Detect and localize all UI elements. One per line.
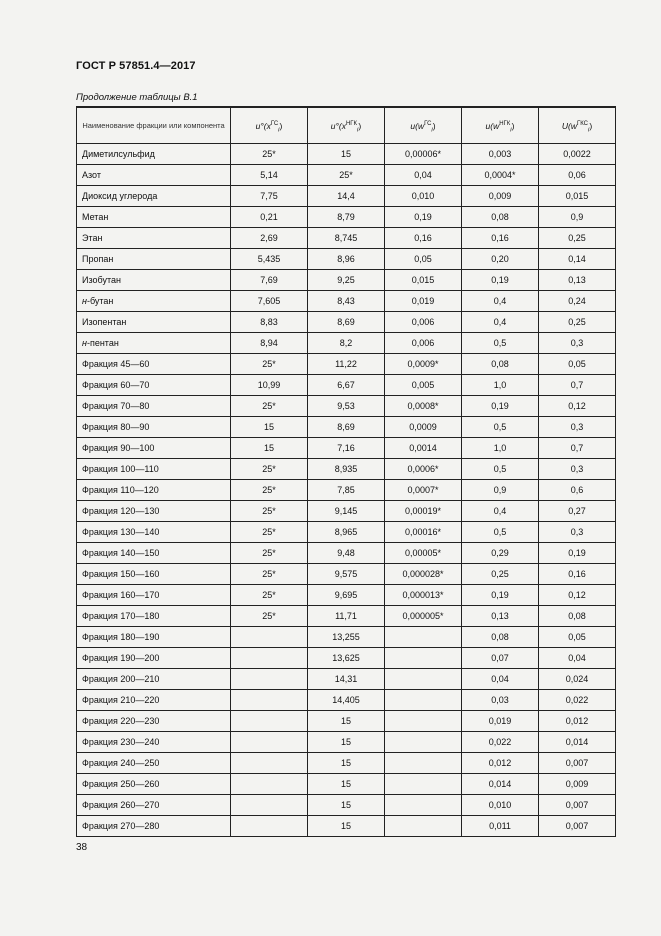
cell-component-name: Этан: [77, 228, 231, 249]
cell-component-name: Фракция 210—220: [77, 690, 231, 711]
table-row: [77, 711, 616, 732]
cell-u0-x-ngk: 14,405: [308, 690, 385, 711]
cell-u-w-gs: 0,0009: [385, 417, 462, 438]
cell-u0-x-ngk: 11,22: [308, 354, 385, 375]
table-row: [77, 312, 616, 333]
table-row: [77, 375, 616, 396]
header-subscript: i: [587, 127, 590, 134]
cell-u-w-ngk: 0,012: [462, 753, 539, 774]
cell-u-w-gs: 0,0007*: [385, 480, 462, 501]
table-row: [77, 417, 616, 438]
cell-U-w-gks: 0,7: [539, 438, 616, 459]
table-row: [77, 207, 616, 228]
header-subscript: i: [431, 127, 433, 134]
cell-u0-x-gs: [231, 669, 308, 690]
table-row: [77, 564, 616, 585]
cell-U-w-gks: 0,06: [539, 165, 616, 186]
cell-U-w-gks: 0,3: [539, 522, 616, 543]
cell-u-w-gs: [385, 753, 462, 774]
cell-u-w-ngk: 0,022: [462, 732, 539, 753]
cell-U-w-gks: 0,007: [539, 795, 616, 816]
cell-u-w-gs: 0,0014: [385, 438, 462, 459]
header-paren: ): [279, 120, 283, 131]
table-row: [77, 501, 616, 522]
cell-u0-x-ngk: 8,745: [308, 228, 385, 249]
cell-U-w-gks: 0,024: [539, 669, 616, 690]
cell-U-w-gks: 0,007: [539, 753, 616, 774]
table-row: [77, 543, 616, 564]
header-paren: ): [432, 120, 436, 131]
cell-component-name: Фракция 220—230: [77, 711, 231, 732]
cell-u-w-gs: 0,006: [385, 312, 462, 333]
cell-U-w-gks: 0,6: [539, 480, 616, 501]
table-row: [77, 480, 616, 501]
cell-u-w-ngk: 0,5: [462, 333, 539, 354]
cell-u-w-ngk: 0,16: [462, 228, 539, 249]
cell-U-w-gks: 0,19: [539, 543, 616, 564]
cell-u0-x-gs: [231, 774, 308, 795]
cell-U-w-gks: 0,08: [539, 606, 616, 627]
header-superscript: ГС: [424, 120, 432, 127]
cell-u-w-ngk: 0,0004*: [462, 165, 539, 186]
cell-U-w-gks: 0,015: [539, 186, 616, 207]
cell-U-w-gks: 0,16: [539, 564, 616, 585]
cell-u-w-gs: 0,00006*: [385, 144, 462, 165]
cell-u-w-ngk: 0,010: [462, 795, 539, 816]
cell-u-w-gs: 0,010: [385, 186, 462, 207]
cell-u0-x-gs: [231, 816, 308, 837]
cell-u0-x-ngk: 8,96: [308, 249, 385, 270]
header-paren: ): [358, 120, 362, 131]
cell-u-w-ngk: 0,5: [462, 522, 539, 543]
cell-u0-x-gs: 25*: [231, 606, 308, 627]
header-superscript: ГС: [270, 120, 279, 127]
cell-u0-x-ngk: 15: [308, 144, 385, 165]
cell-u-w-ngk: 0,19: [462, 270, 539, 291]
cell-U-w-gks: 0,04: [539, 648, 616, 669]
table-row: [77, 186, 616, 207]
cell-component-name: Фракция 150—160: [77, 564, 231, 585]
cell-component-name: Фракция 140—150: [77, 543, 231, 564]
cell-u-w-gs: 0,00019*: [385, 501, 462, 522]
cell-U-w-gks: 0,14: [539, 249, 616, 270]
cell-u-w-gs: 0,000028*: [385, 564, 462, 585]
cell-u0-x-ngk: 6,67: [308, 375, 385, 396]
cell-u-w-gs: 0,000005*: [385, 606, 462, 627]
cell-component-name: Фракция 60—70: [77, 375, 231, 396]
cell-u-w-ngk: 0,13: [462, 606, 539, 627]
cell-u0-x-gs: [231, 648, 308, 669]
header-symbol: U(w: [561, 120, 577, 131]
header-cell-u0-x-gs: [231, 107, 308, 144]
cell-u0-x-ngk: 15: [308, 774, 385, 795]
cell-u0-x-gs: [231, 753, 308, 774]
cell-u-w-gs: [385, 795, 462, 816]
table-row: [77, 249, 616, 270]
cell-U-w-gks: 0,24: [539, 291, 616, 312]
cell-u-w-gs: 0,005: [385, 375, 462, 396]
cell-u0-x-gs: 25*: [231, 459, 308, 480]
table-row: [77, 228, 616, 249]
cell-component-name: Фракция 230—240: [77, 732, 231, 753]
cell-u0-x-ngk: 14,31: [308, 669, 385, 690]
cell-component-name: Изобутан: [77, 270, 231, 291]
cell-u-w-ngk: 0,4: [462, 291, 539, 312]
cell-u-w-gs: 0,00005*: [385, 543, 462, 564]
cell-u-w-gs: 0,0006*: [385, 459, 462, 480]
cell-u-w-ngk: 0,25: [462, 564, 539, 585]
cell-u0-x-gs: [231, 711, 308, 732]
cell-u0-x-ngk: 8,935: [308, 459, 385, 480]
table-row: [77, 648, 616, 669]
cell-u0-x-gs: 25*: [231, 585, 308, 606]
table-row: [77, 753, 616, 774]
cell-u-w-gs: [385, 648, 462, 669]
cell-u-w-gs: 0,16: [385, 228, 462, 249]
cell-U-w-gks: 0,022: [539, 690, 616, 711]
cell-u0-x-ngk: 9,53: [308, 396, 385, 417]
table-row: [77, 354, 616, 375]
cell-component-name: Фракция 110—120: [77, 480, 231, 501]
cell-u-w-ngk: 0,5: [462, 459, 539, 480]
cell-u-w-gs: 0,000013*: [385, 585, 462, 606]
header-cell-u-w-gs: [385, 107, 462, 144]
cell-u-w-ngk: 0,07: [462, 648, 539, 669]
header-symbol: u(w: [410, 120, 425, 131]
cell-u0-x-gs: 25*: [231, 144, 308, 165]
cell-u-w-ngk: 0,08: [462, 354, 539, 375]
header-subscript: i: [510, 127, 512, 134]
cell-U-w-gks: 0,012: [539, 711, 616, 732]
cell-u-w-ngk: 0,08: [462, 207, 539, 228]
header-cell-name: [77, 107, 231, 144]
cell-component-name: Фракция 90—100: [77, 438, 231, 459]
cell-u-w-gs: 0,0009*: [385, 354, 462, 375]
cell-u0-x-ngk: 7,16: [308, 438, 385, 459]
cell-u0-x-ngk: 15: [308, 816, 385, 837]
cell-u-w-gs: 0,019: [385, 291, 462, 312]
cell-U-w-gks: 0,25: [539, 312, 616, 333]
cell-u0-x-gs: [231, 690, 308, 711]
header-superscript: ГКС: [576, 120, 588, 127]
cell-u0-x-gs: 7,605: [231, 291, 308, 312]
cell-u-w-ngk: 0,08: [462, 627, 539, 648]
cell-u-w-ngk: 0,9: [462, 480, 539, 501]
cell-U-w-gks: 0,007: [539, 816, 616, 837]
header-cell-U-w-gks: [539, 107, 616, 144]
cell-u0-x-gs: 25*: [231, 480, 308, 501]
cell-u0-x-ngk: 15: [308, 753, 385, 774]
cell-u0-x-ngk: 25*: [308, 165, 385, 186]
cell-component-name: Фракция 130—140: [77, 522, 231, 543]
cell-u0-x-ngk: 13,625: [308, 648, 385, 669]
header-paren: ): [589, 120, 593, 131]
cell-U-w-gks: 0,9: [539, 207, 616, 228]
cell-u0-x-gs: 25*: [231, 396, 308, 417]
cell-u0-x-gs: 25*: [231, 543, 308, 564]
cell-U-w-gks: 0,3: [539, 333, 616, 354]
cell-U-w-gks: 0,13: [539, 270, 616, 291]
table-row: [77, 459, 616, 480]
cell-u0-x-gs: 7,75: [231, 186, 308, 207]
cell-U-w-gks: 0,7: [539, 375, 616, 396]
cell-u0-x-gs: 8,94: [231, 333, 308, 354]
cell-component-name: Фракция 170—180: [77, 606, 231, 627]
table-row: [77, 774, 616, 795]
cell-u0-x-gs: 5,14: [231, 165, 308, 186]
table-row: [77, 669, 616, 690]
document-standard-title: ГОСТ Р 57851.4—2017: [76, 60, 196, 72]
table-row: [77, 270, 616, 291]
cell-u0-x-ngk: 14,4: [308, 186, 385, 207]
cell-u0-x-gs: [231, 795, 308, 816]
table-header: [77, 107, 616, 144]
cell-u-w-gs: [385, 816, 462, 837]
cell-component-name: Фракция 200—210: [77, 669, 231, 690]
table-row: [77, 690, 616, 711]
cell-component-name: Диоксид углерода: [77, 186, 231, 207]
table-row: [77, 732, 616, 753]
cell-U-w-gks: 0,009: [539, 774, 616, 795]
cell-u0-x-gs: 15: [231, 438, 308, 459]
header-symbol: u°(x: [255, 120, 271, 131]
header-cell-u-w-ngk: [462, 107, 539, 144]
table-row: [77, 438, 616, 459]
cell-u-w-ngk: 0,019: [462, 711, 539, 732]
cell-u0-x-ngk: 8,69: [308, 312, 385, 333]
cell-component-name: Метан: [77, 207, 231, 228]
cell-u-w-gs: 0,0008*: [385, 396, 462, 417]
cell-U-w-gks: 0,3: [539, 417, 616, 438]
cell-u0-x-ngk: 15: [308, 795, 385, 816]
cell-u0-x-ngk: 9,25: [308, 270, 385, 291]
cell-u0-x-gs: 25*: [231, 501, 308, 522]
cell-component-name: Фракция 180—190: [77, 627, 231, 648]
cell-u0-x-ngk: 8,69: [308, 417, 385, 438]
cell-u0-x-gs: [231, 732, 308, 753]
header-symbol: u(w: [485, 120, 500, 131]
table-caption: Продолжение таблицы В.1: [76, 92, 198, 103]
cell-U-w-gks: 0,014: [539, 732, 616, 753]
cell-component-name: н-бутан: [77, 291, 231, 312]
cell-u-w-gs: 0,015: [385, 270, 462, 291]
cell-u0-x-ngk: 8,79: [308, 207, 385, 228]
cell-u-w-ngk: 0,03: [462, 690, 539, 711]
cell-u-w-gs: [385, 669, 462, 690]
cell-u0-x-gs: 25*: [231, 354, 308, 375]
cell-u-w-ngk: 0,29: [462, 543, 539, 564]
cell-u0-x-gs: [231, 627, 308, 648]
cell-u-w-ngk: 1,0: [462, 438, 539, 459]
cell-u-w-ngk: 0,20: [462, 249, 539, 270]
cell-u0-x-gs: 25*: [231, 522, 308, 543]
cell-component-name: Фракция 70—80: [77, 396, 231, 417]
cell-u0-x-gs: 2,69: [231, 228, 308, 249]
cell-u0-x-ngk: 15: [308, 732, 385, 753]
cell-component-name: Фракция 270—280: [77, 816, 231, 837]
cell-u-w-gs: [385, 774, 462, 795]
cell-component-name: Диметилсульфид: [77, 144, 231, 165]
cell-u0-x-ngk: 9,48: [308, 543, 385, 564]
table-row: [77, 522, 616, 543]
cell-u0-x-gs: 0,21: [231, 207, 308, 228]
header-superscript: НГК: [499, 120, 511, 127]
data-table: [76, 106, 616, 837]
cell-u-w-gs: [385, 711, 462, 732]
cell-u-w-gs: 0,006: [385, 333, 462, 354]
cell-u0-x-ngk: 11,71: [308, 606, 385, 627]
cell-u-w-gs: 0,00016*: [385, 522, 462, 543]
cell-u0-x-gs: 15: [231, 417, 308, 438]
cell-U-w-gks: 0,05: [539, 627, 616, 648]
cell-U-w-gks: 0,12: [539, 585, 616, 606]
cell-component-name: Фракция 240—250: [77, 753, 231, 774]
table-row: [77, 585, 616, 606]
cell-u0-x-ngk: 9,145: [308, 501, 385, 522]
header-row: [77, 107, 616, 144]
cell-u-w-ngk: 0,19: [462, 396, 539, 417]
cell-component-name: Фракция 120—130: [77, 501, 231, 522]
cell-component-name: Фракция 260—270: [77, 795, 231, 816]
header-cell-u0-x-ngk: [308, 107, 385, 144]
cell-u0-x-ngk: 9,575: [308, 564, 385, 585]
table-row: [77, 144, 616, 165]
cell-u-w-ngk: 0,011: [462, 816, 539, 837]
cell-u-w-ngk: 0,4: [462, 501, 539, 522]
cell-u-w-gs: 0,04: [385, 165, 462, 186]
cell-u-w-ngk: 0,5: [462, 417, 539, 438]
cell-component-name: Фракция 190—200: [77, 648, 231, 669]
page-number: 38: [76, 842, 88, 853]
table-row: [77, 627, 616, 648]
table-row: [77, 396, 616, 417]
cell-component-name: Фракция 100—110: [77, 459, 231, 480]
table-row: [77, 165, 616, 186]
cell-u0-x-ngk: 15: [308, 711, 385, 732]
cell-U-w-gks: 0,25: [539, 228, 616, 249]
cell-u0-x-ngk: 9,695: [308, 585, 385, 606]
header-name-label: Наименование фракции или компонента: [82, 120, 225, 130]
table-row: [77, 816, 616, 837]
cell-component-name: Азот: [77, 165, 231, 186]
header-symbol: u°(x: [330, 120, 346, 131]
table-row: [77, 795, 616, 816]
cell-U-w-gks: 0,05: [539, 354, 616, 375]
cell-component-name: Фракция 80—90: [77, 417, 231, 438]
header-paren: ): [511, 120, 515, 131]
cell-u0-x-ngk: 7,85: [308, 480, 385, 501]
header-subscript: i: [278, 127, 280, 134]
cell-component-name: н-пентан: [77, 333, 231, 354]
cell-U-w-gks: 0,27: [539, 501, 616, 522]
table-row: [77, 291, 616, 312]
cell-u-w-ngk: 0,009: [462, 186, 539, 207]
cell-u-w-ngk: 0,19: [462, 585, 539, 606]
cell-u-w-gs: [385, 627, 462, 648]
cell-u-w-gs: [385, 732, 462, 753]
table-body: [77, 144, 616, 837]
cell-U-w-gks: 0,12: [539, 396, 616, 417]
cell-U-w-gks: 0,0022: [539, 144, 616, 165]
cell-u-w-gs: 0,19: [385, 207, 462, 228]
cell-u-w-gs: [385, 690, 462, 711]
cell-u-w-ngk: 0,04: [462, 669, 539, 690]
cell-u0-x-gs: 8,83: [231, 312, 308, 333]
cell-component-name: Фракция 45—60: [77, 354, 231, 375]
cell-u-w-ngk: 0,4: [462, 312, 539, 333]
cell-component-name: Фракция 160—170: [77, 585, 231, 606]
cell-u-w-gs: 0,05: [385, 249, 462, 270]
cell-u-w-ngk: 1,0: [462, 375, 539, 396]
table-row: [77, 333, 616, 354]
cell-component-name: Фракция 250—260: [77, 774, 231, 795]
cell-component-name: Изопентан: [77, 312, 231, 333]
table-row: [77, 606, 616, 627]
cell-u0-x-ngk: 8,965: [308, 522, 385, 543]
cell-u0-x-ngk: 8,2: [308, 333, 385, 354]
cell-u-w-ngk: 0,003: [462, 144, 539, 165]
cell-component-name: Пропан: [77, 249, 231, 270]
cell-u0-x-gs: 7,69: [231, 270, 308, 291]
header-superscript: НГК: [345, 120, 358, 127]
cell-u0-x-gs: 10,99: [231, 375, 308, 396]
cell-U-w-gks: 0,3: [539, 459, 616, 480]
cell-u0-x-ngk: 8,43: [308, 291, 385, 312]
header-subscript: i: [357, 127, 359, 134]
cell-u0-x-gs: 5,435: [231, 249, 308, 270]
cell-u0-x-ngk: 13,255: [308, 627, 385, 648]
cell-u-w-ngk: 0,014: [462, 774, 539, 795]
cell-u0-x-gs: 25*: [231, 564, 308, 585]
